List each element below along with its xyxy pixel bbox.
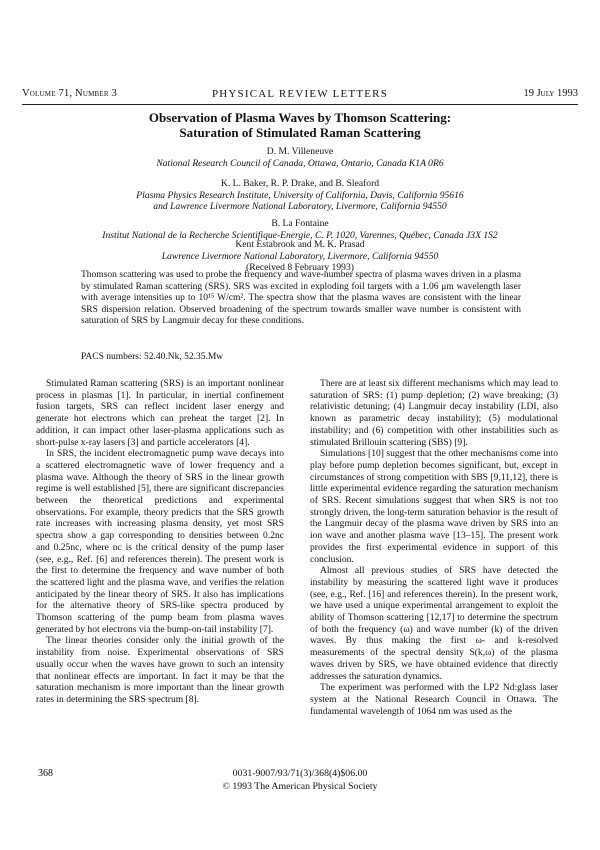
article-code: 0031-9007/93/71(3)/368(4)$06.00: [232, 768, 368, 779]
paragraph: In SRS, the incident electromagnetic pump wave decays into a scattered electromagnetic wave of lower frequency and a plasma wave. Although the theory of SRS in the linear growth regime is well established [5], there are significant discrepancies between the theoretical predictions and experimental observations. For example, theory predicts that the SRS growth rate increases with increasing plasma density, yet most SRS spectra show a gap corresponding to densities between 0.2nc and 0.25nc, where nc is the critical density of the pump laser (see, e.g., Ref. [6] and references therein). The present work is the first to determine the frequency and wave number of both the scattered light and the plasma wave, and verifies the relation anticipated by the linear theory of SRS. It also has implications for the alternative theory of SRS-like spectra produced by Thomson scattering of the pump beam from plasma waves generated by hot electrons via the bump-on-tail instability [7].: [36, 448, 284, 635]
page-number: 368: [38, 768, 53, 779]
abstract: Thomson scattering was used to probe the frequency and wave-number spectra of plasma waves driven in a plasma by stimulated Raman scattering (SRS). SRS was excited in exploding foil targets with a 1.06 μm wavelength laser with average intensities up to 10¹⁵ W/cm². The spectra show that the plasma waves are consistent with the linear SRS dispersion relation. Observed broadening of the spectrum towards smaller wave number is consistent with saturation of SRS by Langmuir decay for these conditions.: [81, 270, 521, 326]
author-block-4: [0, 239, 600, 274]
paragraph: The linear theories consider only the initial growth of the instability from noise. Experimental observations of SRS usually occur when the waves have grown to such an intensity that nonlinear effects are important. In fact it may be that the saturation mechanism is more important than the linear growth rates in determining the SRS spectrum [8].: [36, 635, 284, 705]
journal-name: PHYSICAL REVIEW LETTERS: [211, 88, 389, 100]
author-block-2: [0, 178, 600, 213]
paragraph: Almost all previous studies of SRS have detected the instability by measuring the scattered light wave it produces (see, e.g., Ref. [16] and references therein). In the present work, we have used a unique experimental arrangement to exploit the ability of Thomson scattering [12,17] to determine the spectrum of both the frequency (ω) and wave number (k) of the driven waves. By thus making the first ω- and k-resolved measurements of the spectral density S(k,ω) of the plasma waves driven by SRS, we have obtained evidence that directly addresses the saturation dynamics.: [310, 565, 558, 682]
issue-date: 19 July 1993: [523, 88, 578, 99]
paragraph: Stimulated Raman scattering (SRS) is an important nonlinear process in plasmas [1]. In particular, in inertial confinement fusion targets, SRS can reflect incident laser energy and generate hot electrons which can preheat the target [2]. In addition, it can impact other laser-plasma applications such as short-pulse x-ray lasers [3] and particle accelerators [4].: [36, 378, 284, 448]
author-names: B. La Fontaine: [271, 218, 329, 229]
affiliation: Plasma Physics Research Institute, University of California, Davis, California 95616: [136, 189, 464, 201]
paper-title: [0, 110, 600, 140]
copyright: © 1993 The American Physical Society: [222, 780, 378, 792]
author-block-3: [0, 218, 600, 241]
title-line-2: Saturation of Stimulated Raman Scattering: [179, 125, 421, 140]
author-names: Kent Estabrook and M. K. Prasad: [235, 239, 365, 250]
body-column-right: [310, 378, 558, 717]
footer: [0, 768, 600, 793]
body-column-left: [36, 378, 284, 706]
affiliation: and Lawrence Livermore National Laboratory, Livermore, California 94550: [153, 201, 447, 212]
author-names: K. L. Baker, R. P. Drake, and B. Sleaford: [220, 178, 380, 189]
running-header: [22, 88, 578, 102]
affiliation: Institut National de la Recherche Scientifique-Energie, C. P. 1020, Varennes, Québec, Canada J3X 1S2: [102, 229, 498, 241]
received-date: (Received 8 February 1993): [246, 262, 354, 273]
author-block-1: [0, 146, 600, 169]
paragraph: There are at least six different mechanisms which may lead to saturation of SRS: (1) pump depletion; (2) wave breaking; (3) relativistic detuning; (4) Langmuir decay instability (LDI, also known as parametric decay instability); (5) modulational instability; and (6) competition with other instabilities such as stimulated Brillouin scattering (SBS) [9].: [310, 378, 558, 448]
volume-number: Volume 71, Number 3: [22, 88, 117, 99]
title-line-1: Observation of Plasma Waves by Thomson Scattering:: [148, 110, 452, 125]
affiliation: National Research Council of Canada, Ottawa, Ontario, Canada K1A 0R6: [156, 157, 444, 169]
paragraph: The experiment was performed with the LP2 Nd:glass laser system at the National Research Council in Ottawa. The fundamental wavelength of 1064 nm was used as the: [310, 682, 558, 717]
pacs-numbers: PACS numbers: 52.40.Nk, 52.35.Mw: [81, 352, 224, 362]
affiliation: Lawrence Livermore National Laboratory, Livermore, California 94550: [161, 250, 439, 262]
author-names: D. M. Villeneuve: [266, 146, 334, 157]
paragraph: Simulations [10] suggest that the other mechanisms come into play before pump depletion becomes significant, but, except in circumstances of strong competition with SBS [9,11,12], there is little experimental evidence regarding the saturation mechanism of SRS. Recent simulations suggest that when SRS is not too strongly driven, the long-term saturation behavior is the result of the Langmuir decay of the plasma wave driven by SRS into an ion wave and another plasma wave [13–15]. The present work provides the first experimental evidence in support of this conclusion.: [310, 448, 558, 565]
header-rule: [22, 104, 578, 105]
